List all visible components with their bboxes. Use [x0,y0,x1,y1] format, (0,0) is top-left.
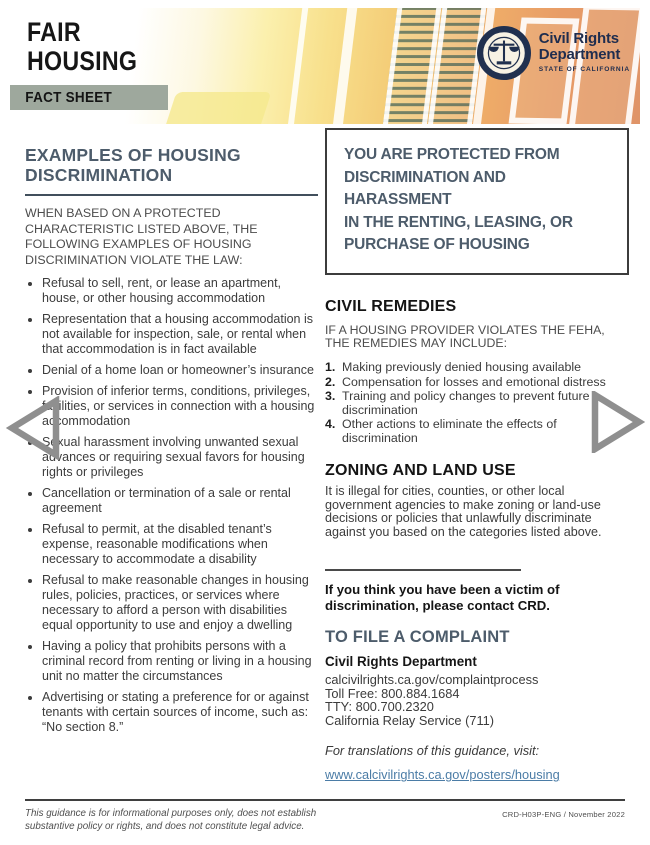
contact-block [325,673,629,727]
list-item: • Refusal to make reasonable changes in housing rules, policies, practices, or services where necessary to afford a person with disabilities equal opportunity to use and enjoy a dwelling [42,573,318,633]
contact-line: Toll Free: 800.884.1684 [325,685,460,701]
next-page-arrow[interactable] [591,391,645,458]
page-title [27,18,137,76]
heading-rule [25,194,318,196]
item-number: 1. [325,360,336,375]
logo-name-line: Civil Rights [538,30,619,47]
document-code: CRD-H03P-ENG / November 2022 [502,810,625,819]
crd-logo [477,26,630,80]
list-item: • Cancellation or termination of a sale or rental agreement [42,486,318,516]
item-number: 4. [325,417,336,432]
section-divider [325,569,521,571]
zoning-body: It is illegal for cities, counties, or other local government agencies to make zoning or land-use decisions or policies that unlawfully discriminate against you based on the categories listed above. [325,484,602,539]
examples-heading-line: EXAMPLES OF HOUSING [25,145,241,165]
civil-remedies-list [325,361,629,445]
list-item: • Representation that a housing accommodation is not available for inspection, sale, or rental when that accommodation is in fact available [42,312,318,357]
item-number: 3. [325,389,336,404]
building-mullion [287,8,309,124]
right-column [325,128,629,784]
protection-box-line: IN THE RENTING, LEASING, OR [344,213,573,231]
protection-box-line: YOU ARE PROTECTED FROM [344,146,560,163]
title-line-fair: FAIR [27,17,81,47]
fact-sheet-badge [10,85,168,110]
item-text: Compensation for losses and emotional distress [342,374,606,389]
examples-heading-line: DISCRIMINATION [25,165,173,185]
prev-page-arrow[interactable] [5,396,61,465]
housing-posters-link[interactable]: www.calcivilrights.ca.gov/posters/housing [325,767,560,783]
list-item: • Sexual harassment involving unwanted sexual advances or requiring sexual favors for housing rights or privileges [42,435,318,480]
list-item: • Refusal to permit, at the disabled tenant’s expense, reasonable modifications when necessary to accommodate a disability [42,522,318,567]
building-mullion [332,8,358,124]
chevron-left-icon [5,396,61,460]
item-number: 2. [325,374,336,389]
crd-seal-icon [477,26,531,80]
logo-name-line: Department [538,46,621,63]
footer-rule [25,799,625,801]
contact-line: TTY: 800.700.2320 [325,699,434,715]
protection-box [325,128,629,275]
fact-sheet-badge-label: FACT SHEET [25,89,113,106]
item-text: Training and policy changes to prevent future discrimination [342,389,590,417]
item-text: Making previously denied housing available [342,360,582,375]
examples-bullet-list [25,276,318,735]
victim-note: If you think you have been a victim of discrimination, please contact CRD. [325,582,560,614]
item-text: Other actions to eliminate the effects of discrimination [342,417,557,445]
list-item: • Provision of inferior terms, conditions, privileges, facilities, or services in connection with a housing accommodation [42,384,318,429]
protection-box-line: PURCHASE OF HOUSING [344,236,530,253]
examples-heading [25,145,318,185]
zoning-heading: ZONING AND LAND USE [325,462,516,480]
translations-note: For translations of this guidance, visit: [325,743,540,759]
civil-remedies-heading: CIVIL REMEDIES [325,297,457,315]
contact-line: California Relay Service (711) [325,712,495,728]
contact-line: calcivilrights.ca.gov/complaintprocess [325,672,539,688]
complaint-heading: TO FILE A COMPLAINT [325,628,510,647]
examples-section [25,145,318,741]
list-item: • Having a policy that prohibits persons with a criminal record from renting or living in a housing unit no matter the circumstances [42,639,318,684]
list-item: • Denial of a home loan or homeowner’s insurance [42,363,318,378]
list-item [325,361,629,375]
chevron-right-icon [591,391,645,453]
examples-intro: WHEN BASED ON A PROTECTED CHARACTERISTIC LISTED ABOVE, THE FOLLOWING EXAMPLES OF HOUSING DISCRIMINATION VIOLATE THE LAW: [25,206,258,267]
header [10,8,640,124]
logo-tagline: STATE OF CALIFORNIA [538,66,630,73]
building-roof-shape [164,92,272,124]
list-item [325,418,629,445]
civil-remedies-intro: IF A HOUSING PROVIDER VIOLATES THE FEHA, THE REMEDIES MAY INCLUDE: [325,322,605,351]
list-item: • Refusal to sell, rent, or lease an apartment, house, or other housing accommodation [42,276,318,306]
protection-box-line: DISCRIMINATION AND HARASSMENT [344,168,506,208]
list-item [325,376,629,390]
list-item: • Advertising or stating a preference for or against tenants with certain sources of income, such as: “No section 8.” [42,690,318,735]
list-item [325,390,629,417]
department-name: Civil Rights Department [325,654,477,670]
crd-logo-text [539,26,630,73]
title-line-housing: HOUSING [27,46,138,76]
footer-disclaimer: This guidance is for informational purposes only, does not establish substantive policy or rights, and does not constitute legal advice. [25,808,317,832]
